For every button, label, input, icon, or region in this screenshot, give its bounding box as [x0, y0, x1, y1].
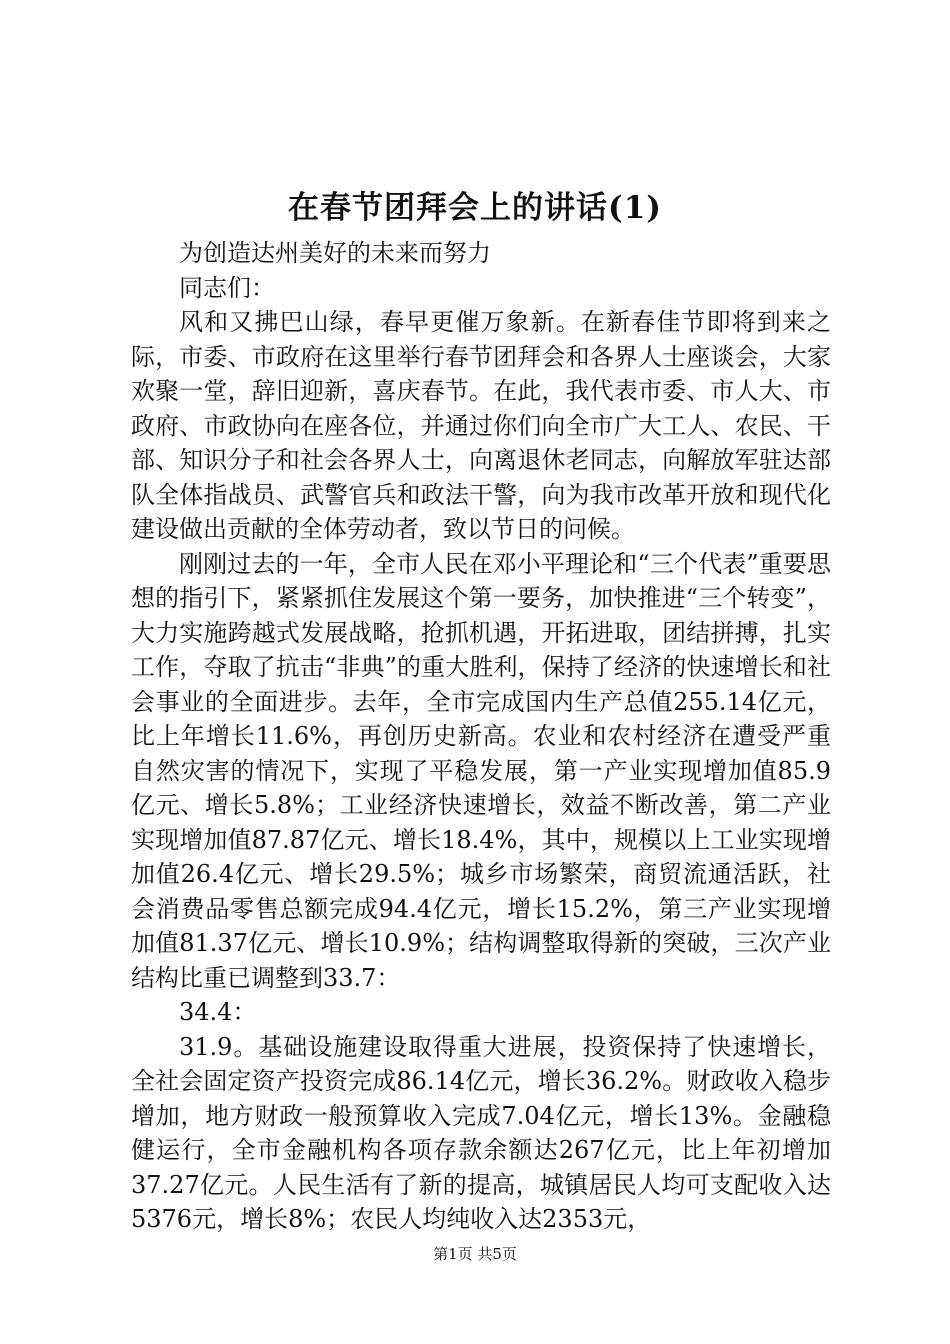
- document-body: [131, 236, 831, 1237]
- body-paragraph: 34.4：: [179, 998, 257, 1026]
- document-title: 在春节团拜会上的讲话(1): [288, 190, 662, 226]
- body-paragraph: 刚刚过去的一年，全市人民在邓小平理论和“三个代表”重要思想的指引下，紧紧抓住发展这个第一要务，加快推进“三个转变”，大力实施跨越式发展战略，抢抓机遇，开拓进取，团结拼搏，扎实工作，夺取了抗击“非典”的重大胜利，保持了经济的快速增长和社会事业的全面进步。去年，全市完成国内生产总值255.14亿元，比上年增长11.6%，再创历史新高。农业和农村经济在遭受严重自然灾害的情况下，实现了平稳发展，第一产业实现增加值85.9亿元、增长5.8%；工业经济快速增长，效益不断改善，第二产业实现增加值87.87亿元、增长18.4%，其中，规模以上工业实现增加值26.4亿元、增长29.5%；城乡市场繁荣，商贸流通活跃，社会消费品零售总额完成94.4亿元，增长15.2%，第三产业实现增加值81.37亿元、增长10.9%；结构调整取得新的突破，三次产业结构比重已调整到33.7：: [131, 549, 831, 992]
- body-paragraph: 风和又拂巴山绿，春早更催万象新。在新春佳节即将到来之际，市委、市政府在这里举行春节团拜会和各界人士座谈会，大家欢聚一堂，辞旧迎新，喜庆春节。在此，我代表市委、市人大、市政府、市政协向在座各位，并通过你们向全市广大工人、农民、干部、知识分子和社会各界人士，向离退休老同志，向解放军驻达部队全体指战员、武警官兵和政法干警，向为我市改革开放和现代化建设做出贡献的全体劳动者，致以节日的问候。: [131, 308, 831, 543]
- subtitle-paragraph: 为创造达州美好的未来而努力: [179, 239, 491, 267]
- page-footer: 第1页 共5页: [433, 1245, 517, 1263]
- salutation-paragraph: 同志们：: [179, 273, 275, 302]
- body-paragraph: 31.9。基础设施建设取得重大进展，投资保持了快速增长，全社会固定资产投资完成86.14亿元，增长36.2%。财政收入稳步增加，地方财政一般预算收入完成7.04亿元，增长13%。金融稳健运行，全市金融机构各项存款余额达267亿元，比上年初增加37.27亿元。人民生活有了新的提高，城镇居民人均可支配收入达5376元，增长8%；农民人均纯收入达2353元，: [131, 1032, 831, 1233]
